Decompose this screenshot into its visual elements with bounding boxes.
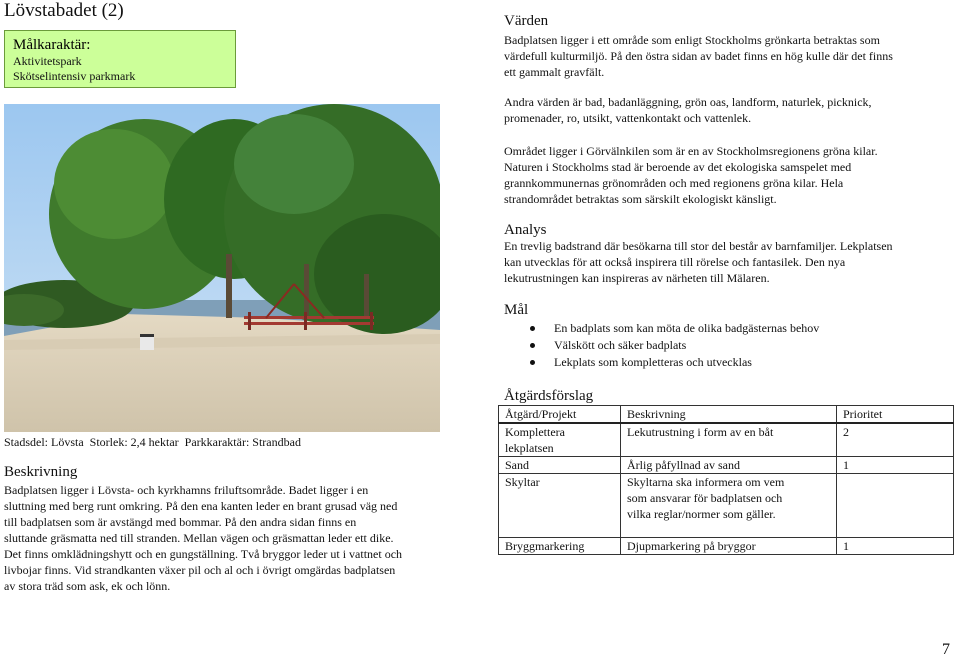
cell-text: Skyltar bbox=[499, 474, 621, 538]
column-header: Prioritet bbox=[837, 406, 954, 424]
analys-line: lekutrustningen kan inspireras av närheten till Mälaren. bbox=[504, 271, 770, 285]
values-line: Badplatsen ligger i ett område som enligt Stockholms grönkarta betraktas som bbox=[504, 33, 880, 47]
description-line: till badplatsen som är avstängd med bommar. På den andra sidan finns en bbox=[4, 515, 357, 529]
column-header: Åtgärd/Projekt bbox=[499, 406, 621, 424]
description-line: Det finns omklädningshytt och en gungställning. Två bryggor leder ut i vattnet och bbox=[4, 547, 403, 561]
beach-photo bbox=[4, 104, 440, 432]
goal-heading: Målkaraktär: bbox=[13, 37, 91, 53]
cell-text: Komplettera bbox=[505, 425, 565, 439]
cell-text: Djupmarkering på bryggor bbox=[621, 538, 837, 555]
atgarder-table bbox=[498, 405, 954, 555]
cell-text: Årlig påfyllnad av sand bbox=[621, 457, 837, 474]
column-header: Beskrivning bbox=[621, 406, 837, 424]
meta-character: Parkkaraktär: Strandbad bbox=[184, 435, 301, 449]
description-line: av stora träd som ask, ek och lönn. bbox=[4, 579, 171, 593]
page-number: 7 bbox=[942, 641, 950, 658]
park-meta bbox=[4, 434, 301, 450]
values-line: promenader, ro, utsikt, vattenkontakt och vattenlek. bbox=[504, 111, 752, 125]
table-header-row bbox=[499, 406, 954, 424]
cell-text: lekplatsen bbox=[505, 441, 554, 455]
meta-district: Stadsdel: Lövsta bbox=[4, 435, 84, 449]
description-text bbox=[4, 482, 464, 594]
description-line: Badplatsen ligger i Lövsta- och kyrkhamns friluftsområde. Badet ligger i en bbox=[4, 483, 369, 497]
cell-text bbox=[837, 474, 954, 538]
values-line: grannkommunernas grönområden och med regionens gröna kilar. Hela bbox=[504, 176, 844, 190]
table-row bbox=[499, 457, 954, 474]
cell-text: 1 bbox=[837, 457, 954, 474]
goal-line-2: Skötselintensiv parkmark bbox=[13, 69, 136, 83]
description-line: sluttning med berg runt omkring. På den ena kanten leder en brant grusad väg ned bbox=[4, 499, 398, 513]
cell-text: Bryggmarkering bbox=[499, 538, 621, 555]
mal-heading: Mål bbox=[504, 302, 529, 318]
goal-line-1: Aktivitetspark bbox=[13, 54, 82, 68]
analys-text bbox=[504, 238, 952, 286]
values-line: strandområdet betraktas som särskilt ekologiskt känsligt. bbox=[504, 192, 777, 206]
cell-text: vilka reglar/normer som gäller. bbox=[627, 507, 776, 521]
atgarder-heading: Åtgärdsförslag bbox=[504, 388, 594, 404]
description-line: livbojar finns. Vid strandkanten växer pil och al och i övrigt omgärdas badplatsen bbox=[4, 563, 396, 577]
cell-text: Lekutrustning i form av en båt bbox=[621, 423, 837, 457]
analys-heading: Analys bbox=[504, 222, 547, 238]
mal-item: Lekplats som kompletteras och utvecklas bbox=[504, 354, 952, 371]
values-line: Andra värden är bad, badanläggning, grön oas, landform, naturlek, picknick, bbox=[504, 95, 872, 109]
values-paragraph-2 bbox=[504, 94, 952, 126]
description-heading: Beskrivning bbox=[4, 464, 78, 480]
values-line: ett gammalt gravfält. bbox=[504, 65, 605, 79]
analys-line: En trevlig badstrand där besökarna till stor del består av barnfamiljer. Lekplatsen bbox=[504, 239, 893, 253]
table-row bbox=[499, 538, 954, 555]
cell-text: 2 bbox=[837, 423, 954, 457]
values-paragraph-3 bbox=[504, 143, 952, 207]
page-title: Lövstabadet (2) bbox=[4, 0, 124, 21]
description-line: sluttande gräsmatta ned till stranden. Mellan vägen och gräsmattan leder ett dike. bbox=[4, 531, 394, 545]
cell-text: Sand bbox=[499, 457, 621, 474]
cell-text: Skyltarna ska informera om vem bbox=[627, 475, 785, 489]
values-heading: Värden bbox=[504, 13, 549, 29]
mal-list bbox=[504, 320, 952, 371]
mal-item: Välskött och säker badplats bbox=[504, 337, 952, 354]
values-line: Området ligger i Görvälnkilen som är en av Stockholmsregionens gröna kilar. bbox=[504, 144, 878, 158]
table-row bbox=[499, 474, 954, 538]
meta-size: Storlek: 2,4 hektar bbox=[89, 435, 179, 449]
cell-text: som ansvarar för badplatsen och bbox=[627, 491, 783, 505]
values-paragraph-1 bbox=[504, 32, 952, 80]
values-line: värdefull kulturmiljö. På den östra sidan av badet finns en hög kulle där det finns bbox=[504, 49, 893, 63]
mal-item: En badplats som kan möta de olika badgästernas behov bbox=[504, 320, 952, 337]
analys-line: kan utvecklas för att också inspirera till rörelse och fantasilek. Den nya bbox=[504, 255, 846, 269]
cell-text: 1 bbox=[837, 538, 954, 555]
table-row bbox=[499, 423, 954, 457]
goal-box bbox=[4, 30, 236, 88]
values-line: Naturen i Stockholms stad är beroende av det ekologiska samspelet med bbox=[504, 160, 852, 174]
